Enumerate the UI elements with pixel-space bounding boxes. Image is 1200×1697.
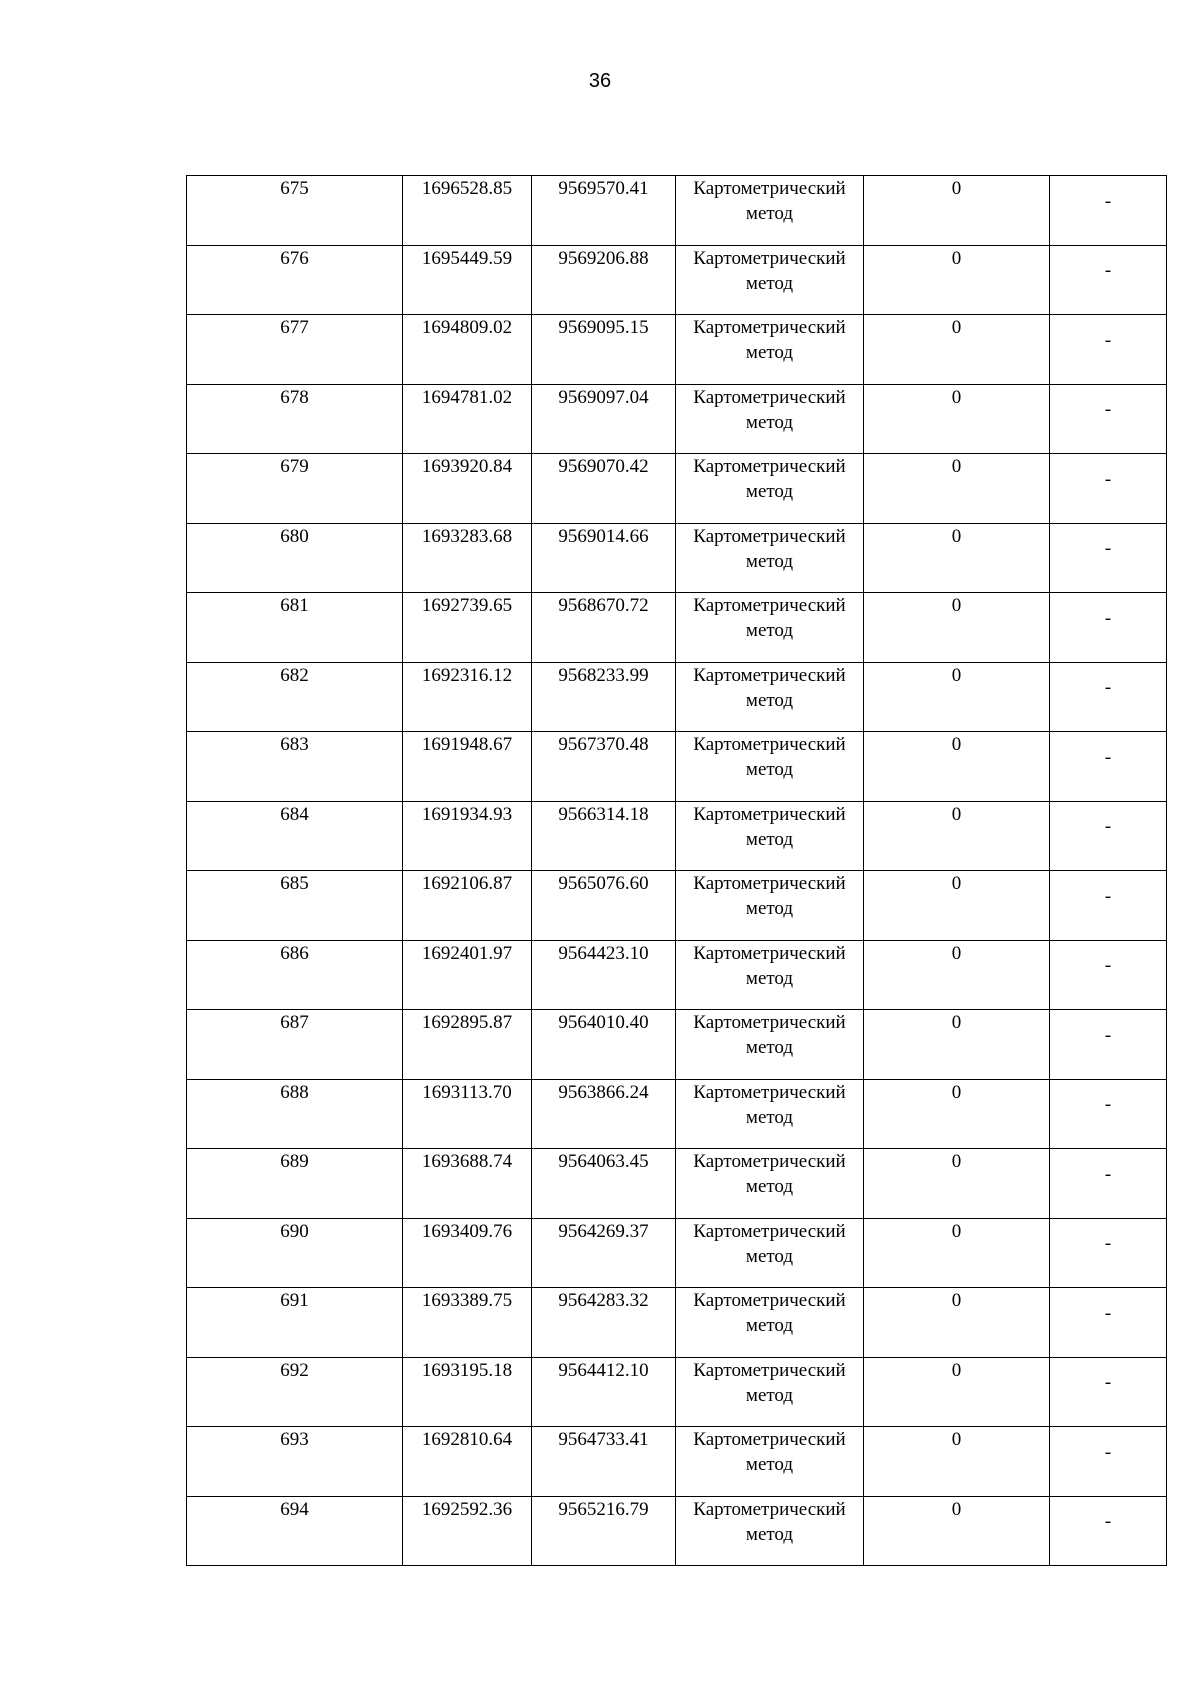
method-cell: Картометрический метод <box>676 1288 864 1358</box>
x-coordinate-cell: 1694781.02 <box>403 384 532 454</box>
y-coordinate-cell: 9565076.60 <box>532 871 676 941</box>
error-cell: 0 <box>864 523 1050 593</box>
y-coordinate-cell: 9568233.99 <box>532 662 676 732</box>
point-number-cell: 682 <box>187 662 403 732</box>
x-coordinate-cell: 1693113.70 <box>403 1079 532 1149</box>
note-cell <box>1050 523 1167 593</box>
y-coordinate-cell: 9564412.10 <box>532 1357 676 1427</box>
table-row <box>187 593 1167 663</box>
table-row <box>187 662 1167 732</box>
note-cell <box>1050 315 1167 385</box>
table-row <box>187 245 1167 315</box>
method-cell: Картометрический метод <box>676 662 864 732</box>
x-coordinate-cell: 1692895.87 <box>403 1010 532 1080</box>
y-coordinate-cell: 9564269.37 <box>532 1218 676 1288</box>
coordinates-table <box>186 175 1167 1566</box>
note-text: - <box>1104 955 1112 977</box>
table-row <box>187 1149 1167 1219</box>
table-row <box>187 1357 1167 1427</box>
method-cell: Картометрический метод <box>676 315 864 385</box>
y-coordinate-cell: 9567370.48 <box>532 732 676 802</box>
point-number-cell: 679 <box>187 454 403 524</box>
note-text: - <box>1104 885 1112 907</box>
error-cell: 0 <box>864 662 1050 732</box>
note-text: - <box>1104 399 1112 421</box>
table-row <box>187 732 1167 802</box>
table-row <box>187 176 1167 246</box>
point-number-cell: 683 <box>187 732 403 802</box>
y-coordinate-cell: 9564423.10 <box>532 940 676 1010</box>
error-cell: 0 <box>864 593 1050 663</box>
note-text: - <box>1104 1511 1112 1533</box>
table-row <box>187 1010 1167 1080</box>
x-coordinate-cell: 1693409.76 <box>403 1218 532 1288</box>
y-coordinate-cell: 9569206.88 <box>532 245 676 315</box>
x-coordinate-cell: 1692401.97 <box>403 940 532 1010</box>
method-cell: Картометрический метод <box>676 940 864 1010</box>
point-number-cell: 677 <box>187 315 403 385</box>
note-cell <box>1050 384 1167 454</box>
x-coordinate-cell: 1691934.93 <box>403 801 532 871</box>
y-coordinate-cell: 9565216.79 <box>532 1496 676 1566</box>
note-text: - <box>1104 190 1112 212</box>
point-number-cell: 678 <box>187 384 403 454</box>
note-cell <box>1050 1357 1167 1427</box>
error-cell: 0 <box>864 1010 1050 1080</box>
y-coordinate-cell: 9564010.40 <box>532 1010 676 1080</box>
y-coordinate-cell: 9569097.04 <box>532 384 676 454</box>
y-coordinate-cell: 9568670.72 <box>532 593 676 663</box>
method-cell: Картометрический метод <box>676 1010 864 1080</box>
error-cell: 0 <box>864 1357 1050 1427</box>
error-cell: 0 <box>864 454 1050 524</box>
point-number-cell: 684 <box>187 801 403 871</box>
error-cell: 0 <box>864 384 1050 454</box>
x-coordinate-cell: 1692106.87 <box>403 871 532 941</box>
method-cell: Картометрический метод <box>676 1427 864 1497</box>
note-cell <box>1050 940 1167 1010</box>
x-coordinate-cell: 1692739.65 <box>403 593 532 663</box>
error-cell: 0 <box>864 1218 1050 1288</box>
y-coordinate-cell: 9564063.45 <box>532 1149 676 1219</box>
note-cell <box>1050 1496 1167 1566</box>
coordinates-table-body <box>187 176 1167 1566</box>
error-cell: 0 <box>864 940 1050 1010</box>
method-cell: Картометрический метод <box>676 245 864 315</box>
error-cell: 0 <box>864 315 1050 385</box>
point-number-cell: 688 <box>187 1079 403 1149</box>
note-cell <box>1050 662 1167 732</box>
error-cell: 0 <box>864 245 1050 315</box>
note-text: - <box>1104 1372 1112 1394</box>
note-text: - <box>1104 538 1112 560</box>
note-text: - <box>1104 260 1112 282</box>
point-number-cell: 680 <box>187 523 403 593</box>
error-cell: 0 <box>864 1496 1050 1566</box>
note-text: - <box>1104 816 1112 838</box>
x-coordinate-cell: 1692316.12 <box>403 662 532 732</box>
note-cell <box>1050 1427 1167 1497</box>
table-row <box>187 523 1167 593</box>
y-coordinate-cell: 9569570.41 <box>532 176 676 246</box>
table-row <box>187 384 1167 454</box>
x-coordinate-cell: 1693195.18 <box>403 1357 532 1427</box>
error-cell: 0 <box>864 176 1050 246</box>
y-coordinate-cell: 9569095.15 <box>532 315 676 385</box>
x-coordinate-cell: 1693688.74 <box>403 1149 532 1219</box>
table-row <box>187 871 1167 941</box>
note-text: - <box>1104 746 1112 768</box>
point-number-cell: 676 <box>187 245 403 315</box>
y-coordinate-cell: 9564733.41 <box>532 1427 676 1497</box>
y-coordinate-cell: 9566314.18 <box>532 801 676 871</box>
x-coordinate-cell: 1693389.75 <box>403 1288 532 1358</box>
note-text: - <box>1104 468 1112 490</box>
method-cell: Картометрический метод <box>676 454 864 524</box>
table-row <box>187 1427 1167 1497</box>
method-cell: Картометрический метод <box>676 1149 864 1219</box>
x-coordinate-cell: 1693283.68 <box>403 523 532 593</box>
note-text: - <box>1104 1024 1112 1046</box>
point-number-cell: 675 <box>187 176 403 246</box>
error-cell: 0 <box>864 1149 1050 1219</box>
error-cell: 0 <box>864 732 1050 802</box>
note-text: - <box>1104 607 1112 629</box>
point-number-cell: 681 <box>187 593 403 663</box>
x-coordinate-cell: 1693920.84 <box>403 454 532 524</box>
method-cell: Картометрический метод <box>676 1218 864 1288</box>
error-cell: 0 <box>864 871 1050 941</box>
x-coordinate-cell: 1691948.67 <box>403 732 532 802</box>
y-coordinate-cell: 9569014.66 <box>532 523 676 593</box>
point-number-cell: 690 <box>187 1218 403 1288</box>
point-number-cell: 689 <box>187 1149 403 1219</box>
note-text: - <box>1104 1094 1112 1116</box>
x-coordinate-cell: 1692810.64 <box>403 1427 532 1497</box>
error-cell: 0 <box>864 1427 1050 1497</box>
note-text: - <box>1104 1163 1112 1185</box>
point-number-cell: 693 <box>187 1427 403 1497</box>
x-coordinate-cell: 1696528.85 <box>403 176 532 246</box>
note-cell <box>1050 1218 1167 1288</box>
note-cell <box>1050 1079 1167 1149</box>
method-cell: Картометрический метод <box>676 801 864 871</box>
x-coordinate-cell: 1694809.02 <box>403 315 532 385</box>
x-coordinate-cell: 1692592.36 <box>403 1496 532 1566</box>
table-row <box>187 1079 1167 1149</box>
point-number-cell: 692 <box>187 1357 403 1427</box>
y-coordinate-cell: 9569070.42 <box>532 454 676 524</box>
note-cell <box>1050 1288 1167 1358</box>
point-number-cell: 694 <box>187 1496 403 1566</box>
note-text: - <box>1104 677 1112 699</box>
point-number-cell: 686 <box>187 940 403 1010</box>
error-cell: 0 <box>864 801 1050 871</box>
note-cell <box>1050 176 1167 246</box>
table-row <box>187 1218 1167 1288</box>
note-cell <box>1050 454 1167 524</box>
point-number-cell: 687 <box>187 1010 403 1080</box>
table-row <box>187 315 1167 385</box>
method-cell: Картометрический метод <box>676 871 864 941</box>
method-cell: Картометрический метод <box>676 176 864 246</box>
note-text: - <box>1104 1441 1112 1463</box>
note-text: - <box>1104 329 1112 351</box>
method-cell: Картометрический метод <box>676 1079 864 1149</box>
method-cell: Картометрический метод <box>676 593 864 663</box>
point-number-cell: 691 <box>187 1288 403 1358</box>
note-cell <box>1050 871 1167 941</box>
point-number-cell: 685 <box>187 871 403 941</box>
note-text: - <box>1104 1302 1112 1324</box>
note-text: - <box>1104 1233 1112 1255</box>
method-cell: Картометрический метод <box>676 1357 864 1427</box>
note-cell <box>1050 801 1167 871</box>
y-coordinate-cell: 9563866.24 <box>532 1079 676 1149</box>
error-cell: 0 <box>864 1079 1050 1149</box>
method-cell: Картометрический метод <box>676 384 864 454</box>
method-cell: Картометрический метод <box>676 732 864 802</box>
table-row <box>187 1288 1167 1358</box>
page-number: 36 <box>588 70 612 92</box>
error-cell: 0 <box>864 1288 1050 1358</box>
table-row <box>187 940 1167 1010</box>
y-coordinate-cell: 9564283.32 <box>532 1288 676 1358</box>
note-cell <box>1050 732 1167 802</box>
table-row <box>187 454 1167 524</box>
note-cell <box>1050 245 1167 315</box>
note-cell <box>1050 1010 1167 1080</box>
note-cell <box>1050 1149 1167 1219</box>
note-cell <box>1050 593 1167 663</box>
table-row <box>187 801 1167 871</box>
method-cell: Картометрический метод <box>676 1496 864 1566</box>
method-cell: Картометрический метод <box>676 523 864 593</box>
table-row <box>187 1496 1167 1566</box>
x-coordinate-cell: 1695449.59 <box>403 245 532 315</box>
